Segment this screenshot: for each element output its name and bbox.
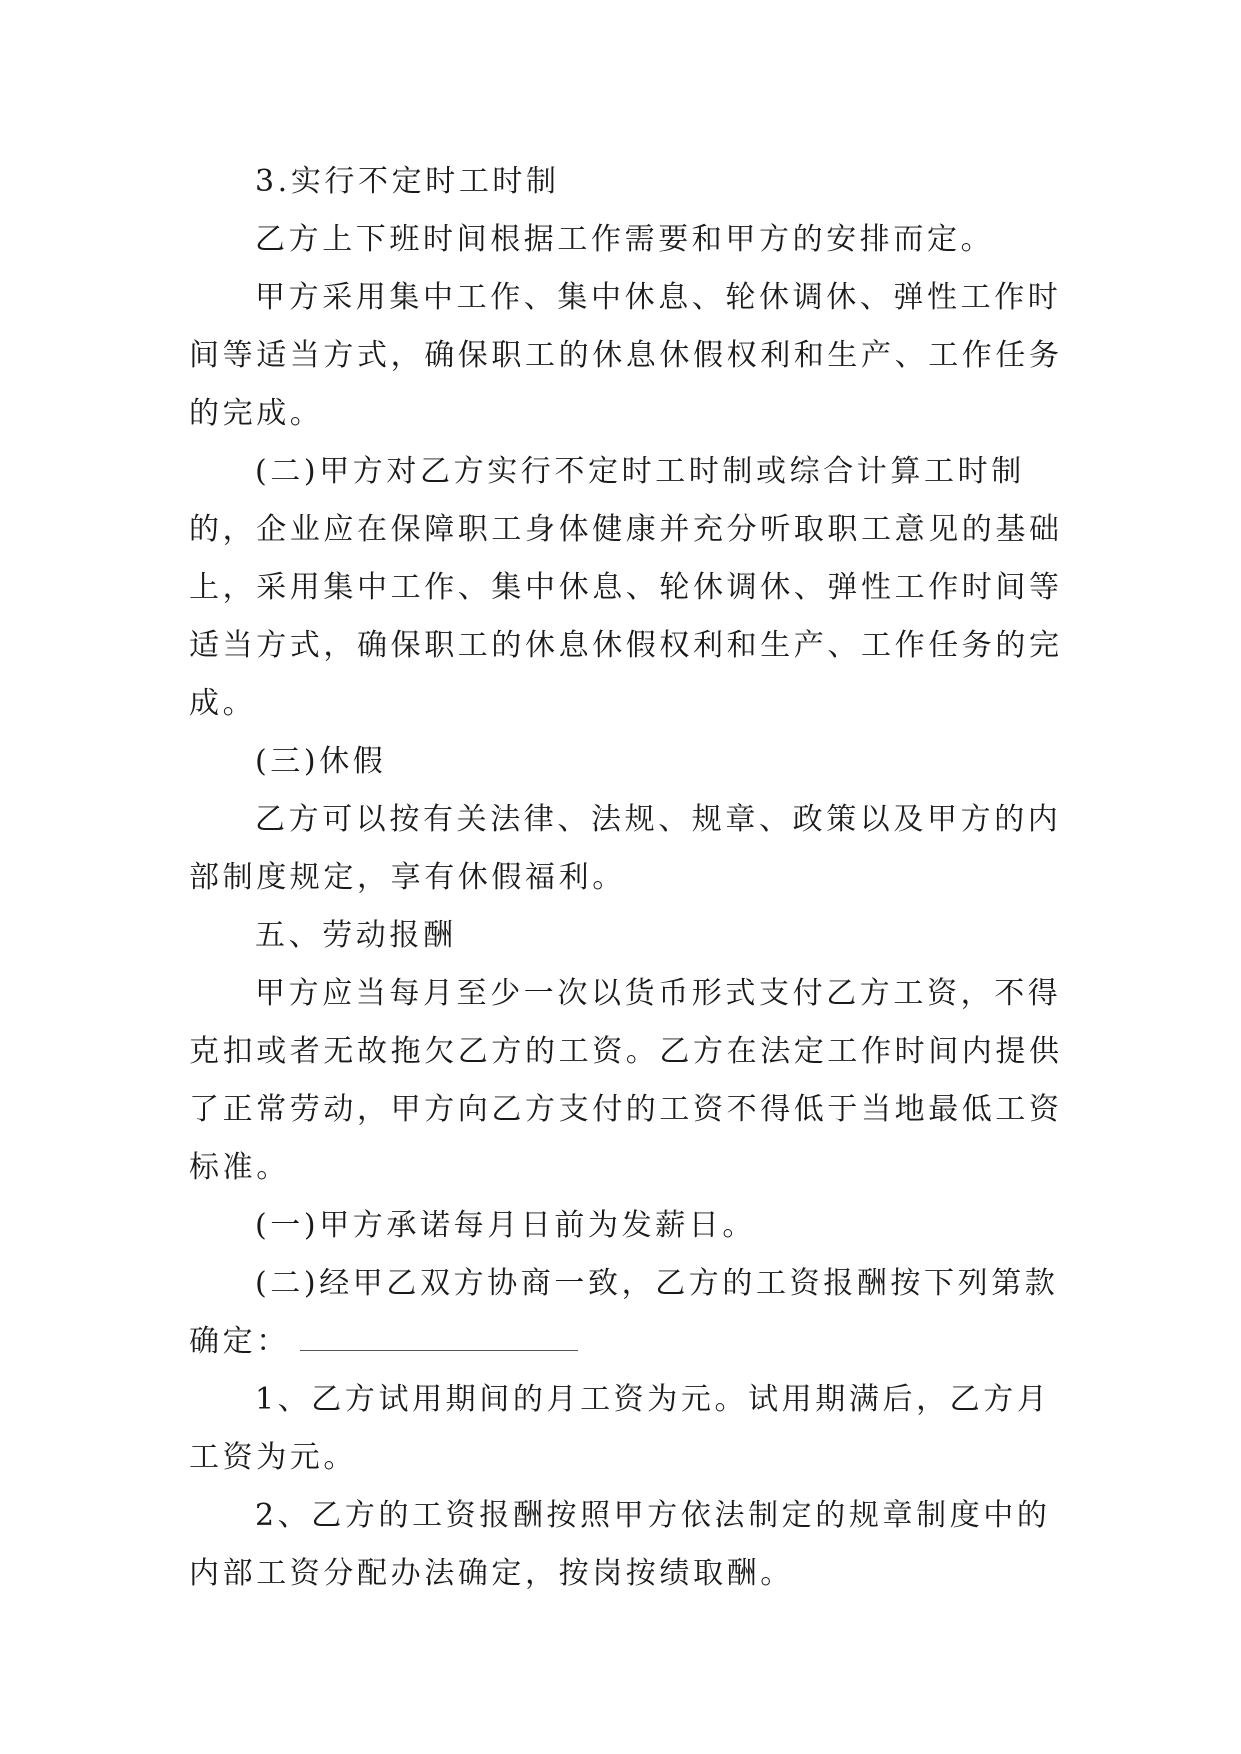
paragraph-probation-wage: 1、乙方试用期间的月工资为元。试用期满后，乙方月工资为元。 — [189, 1382, 1051, 1475]
paragraph-flexible-hours: (二)甲方对乙方实行不定时工时制或综合计算工时制的，企业应在保障职工身体健康并充分听取职工意见的基础上，采用集中工作、集中休息、轮休调休、弹性工作时间等适当方式，确保职工的休息休假权利和生产、工作任务的完成。 — [189, 454, 1063, 721]
heading-remuneration: 五、劳动报酬 — [255, 918, 457, 953]
paragraph-rest-methods: 甲方采用集中工作、集中休息、轮休调休、弹性工作时间等适当方式，确保职工的休息休假权利和生产、工作任务的完成。 — [189, 280, 1063, 431]
fill-in-blank-line — [300, 1330, 578, 1351]
wage-method-text: (二)经甲乙双方协商一致，乙方的工资报酬按下列第款确定： — [189, 1266, 1059, 1359]
paragraph-schedule: 乙方上下班时间根据工作需要和甲方的安排而定。 — [255, 222, 995, 257]
paragraph-wage-payment: 甲方应当每月至少一次以货币形式支付乙方工资，不得克扣或者无故拖欠乙方的工资。乙方在法定工作时间内提供了正常劳动，甲方向乙方支付的工资不得低于当地最低工资标准。 — [189, 976, 1063, 1185]
paragraph-work-hours-system: 3.实行不定时工时制 — [255, 164, 560, 199]
paragraph-payday: (一)甲方承诺每月日前为发薪日。 — [255, 1208, 757, 1243]
heading-leave: (三)休假 — [255, 744, 387, 779]
paragraph-internal-wage: 2、乙方的工资报酬按照甲方依法制定的规章制度中的内部工资分配办法确定，按岗按绩取酬。 — [189, 1498, 1051, 1591]
paragraph-leave-benefits: 乙方可以按有关法律、法规、规章、政策以及甲方的内部制度规定，享有休假福利。 — [189, 802, 1062, 895]
paragraph-wage-method — [189, 1255, 1069, 1371]
document-body — [189, 153, 1069, 1603]
